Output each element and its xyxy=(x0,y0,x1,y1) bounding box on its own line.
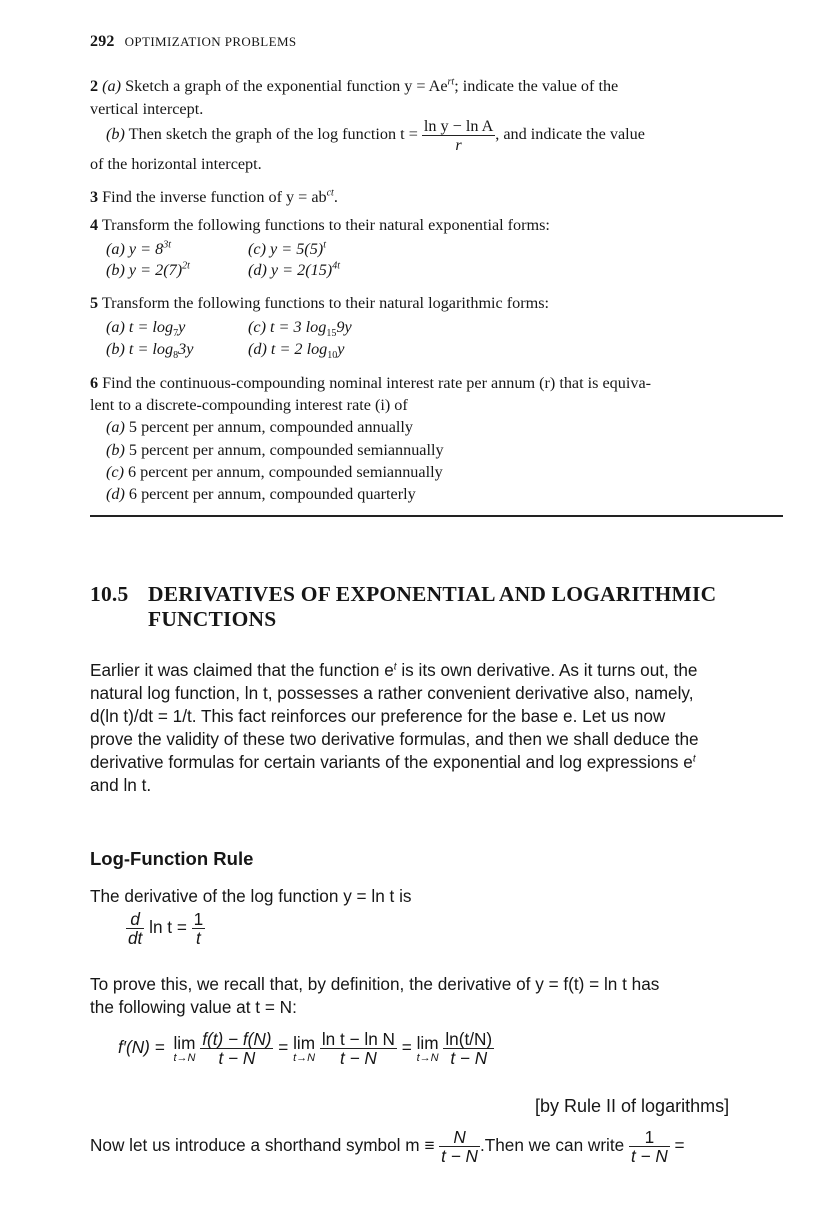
fraction-numerator: ln y − ln A xyxy=(423,117,494,135)
d-dt-fraction xyxy=(126,910,144,947)
formula: 3y xyxy=(178,340,194,358)
formula-text: f′(N) = xyxy=(118,1037,165,1058)
part-label: (d) xyxy=(106,485,125,503)
fraction-denominator: t − N xyxy=(630,1146,668,1166)
fraction-numerator: 1 xyxy=(193,909,204,929)
fraction-numerator: ln(t/N) xyxy=(445,1029,493,1049)
exercise-4 xyxy=(90,216,550,235)
running-header xyxy=(90,33,297,51)
fraction-numerator: 1 xyxy=(629,1128,670,1147)
lim-subscript: t→N xyxy=(416,1051,439,1064)
proof-line-2: the following value at t = N: xyxy=(90,997,297,1017)
lim-word: lim xyxy=(293,1032,316,1053)
intro-line-2 xyxy=(90,683,693,704)
exercise-text: Transform the following functions to their natural logarithmic forms: xyxy=(101,294,550,312)
intro-line-5 xyxy=(90,752,696,773)
exponent: t xyxy=(692,753,696,765)
rule-reference-note: [by Rule II of logarithms] xyxy=(535,1096,730,1116)
exponent: t xyxy=(393,661,397,673)
fraction-numerator: N xyxy=(439,1128,480,1147)
exercise-6 xyxy=(90,374,651,393)
exercise-text: 6 percent per annum, compounded semiannually xyxy=(128,463,443,481)
exercise-5 xyxy=(90,294,549,313)
log-base: 15 xyxy=(326,328,337,340)
exercise-5c xyxy=(248,318,352,340)
exercise-text: 5 percent per annum, compounded semiannually xyxy=(128,441,444,459)
paragraph-text: is its own derivative. As it turns out, the xyxy=(396,660,698,680)
fraction-denominator: t − N xyxy=(340,1048,377,1068)
limit-operator xyxy=(173,1034,195,1064)
exercise-3: 3 Find the inverse function of $y = ab^{ct}$. xyxy=(90,187,338,206)
intro-line-6 xyxy=(90,775,151,796)
fraction-denominator: r xyxy=(455,136,462,154)
running-title: OPTIMIZATION PROBLEMS xyxy=(124,34,297,49)
one-over-t-fraction xyxy=(192,910,206,947)
fraction-denominator: t − N xyxy=(441,1146,478,1166)
intro-line-4 xyxy=(90,729,699,750)
limit-equation xyxy=(118,1030,494,1067)
part-label: (d) xyxy=(248,261,267,279)
exercise-5a xyxy=(106,318,186,340)
lim-word: lim xyxy=(416,1032,439,1053)
exercise-text: 6 percent per annum, compounded quarterly xyxy=(128,485,416,503)
exercise-4c xyxy=(248,240,326,259)
fraction-denominator: dt xyxy=(128,928,143,948)
exercise-text: Sketch a graph of the exponential function y = Ae xyxy=(125,77,448,95)
formula: y = 2(7) xyxy=(128,261,183,279)
part-label: (b) xyxy=(106,261,125,279)
part-label: (c) xyxy=(248,240,266,258)
equals-sign: = xyxy=(401,1037,412,1058)
part-label: (b) xyxy=(106,125,125,144)
formula: t = 3 log xyxy=(270,318,327,336)
exercise-6c xyxy=(106,463,443,482)
part-label: (d) xyxy=(248,340,267,358)
exponent: rt xyxy=(447,76,455,88)
exercise-text: 5 percent per annum, compounded annually xyxy=(128,418,414,436)
section-heading xyxy=(90,582,716,607)
formula-text: ln t = xyxy=(149,917,187,938)
part-label: (c) xyxy=(248,318,266,336)
paragraph-text: Earlier it was claimed that the function e xyxy=(90,660,394,680)
fraction-denominator: t xyxy=(196,928,201,948)
exercise-number: 6 xyxy=(90,374,99,392)
exercise-number: 2 xyxy=(90,77,99,95)
exercise-number: 4 xyxy=(90,216,99,234)
log-base: 8 xyxy=(173,350,179,362)
reciprocal-fraction xyxy=(629,1128,670,1165)
exercise-text: Find the inverse function of y = ab xyxy=(102,188,327,206)
fraction-denominator: t − N xyxy=(218,1048,256,1068)
exercise-number: 5 xyxy=(90,294,99,312)
derivative-formula xyxy=(126,910,205,947)
limit-operator xyxy=(293,1034,315,1064)
log-ratio-quotient xyxy=(443,1030,494,1067)
exercise-text: Then sketch the graph of the log function t = xyxy=(128,125,418,144)
part-label: (a) xyxy=(106,318,125,336)
paragraph-text: and ln t. xyxy=(90,775,152,795)
proof-line-1: To prove this, we recall that, by definition, the derivative of y = f(t) = ln t has xyxy=(90,974,660,994)
exercise-number: 3 xyxy=(90,188,99,206)
log-base: 10 xyxy=(327,350,338,362)
exercise-6b xyxy=(106,441,444,460)
exercise-4a xyxy=(106,240,171,259)
paragraph-text: prove the validity of these two derivative formulas, and then we shall deduce the xyxy=(90,729,699,749)
fraction-numerator: f(t) − f(N) xyxy=(202,1029,272,1049)
exercise-text: ; indicate the value of the xyxy=(454,77,619,95)
formula: y xyxy=(178,318,186,336)
exercise-2a xyxy=(90,77,618,96)
section-divider xyxy=(90,515,783,517)
exponent: 2t xyxy=(182,260,190,272)
exercise-4b xyxy=(106,261,190,280)
exercise-5d xyxy=(248,340,345,362)
paragraph-text: Now let us introduce a shorthand symbol m ≡ xyxy=(90,1135,435,1156)
equals-sign: = xyxy=(674,1135,685,1156)
part-label: (a) xyxy=(102,77,122,95)
exponent: 3t xyxy=(163,239,171,251)
paragraph-text: d(ln t)/dt = 1/t. This fact reinforces our preference for the base e. Let us now xyxy=(90,706,666,726)
m-fraction xyxy=(439,1128,480,1165)
exponent: t xyxy=(323,239,326,251)
intro-line-3 xyxy=(90,706,665,727)
exponent: 4t xyxy=(332,260,340,272)
part-label: (c) xyxy=(106,463,124,481)
formula: y = 2(15) xyxy=(270,261,333,279)
exponent: ct xyxy=(326,187,334,199)
exercise-2b-line2 xyxy=(90,155,262,174)
part-label: (b) xyxy=(106,441,125,459)
lim-subscript: t→N xyxy=(293,1051,316,1064)
section-heading-line2 xyxy=(148,607,276,632)
fraction-numerator: d xyxy=(126,910,144,929)
lim-word: lim xyxy=(173,1032,196,1053)
exercise-5b xyxy=(106,340,194,362)
exercise-2b xyxy=(106,117,645,154)
section-title: FUNCTIONS xyxy=(148,607,277,631)
section-number: 10.5 xyxy=(90,582,129,606)
difference-quotient xyxy=(200,1030,273,1067)
log-difference-quotient xyxy=(320,1030,397,1067)
shorthand-line xyxy=(90,1128,685,1165)
subsection-heading: Log-Function Rule xyxy=(90,848,254,869)
formula: t = log xyxy=(128,318,174,336)
exercise-text: , and indicate the value xyxy=(495,125,645,144)
log-base: 7 xyxy=(173,328,179,340)
page-number: 292 xyxy=(90,33,115,50)
intro-line-1 xyxy=(90,660,698,681)
formula: t = log xyxy=(128,340,174,358)
log-fraction xyxy=(422,117,495,154)
paragraph-text: derivative formulas for certain variants of the exponential and log expressions e xyxy=(90,752,693,772)
exercise-text: Transform the following functions to their natural exponential forms: xyxy=(101,216,550,234)
paragraph-text: .Then we can write xyxy=(479,1135,625,1156)
exercise-text: of the horizontal intercept. xyxy=(90,155,262,173)
exercise-text: Find the continuous-compounding nominal interest rate per annum (r) that is equiva- xyxy=(102,374,652,392)
rule-statement: The derivative of the log function y = ln t is xyxy=(90,886,412,906)
paragraph-text: natural log function, ln t, possesses a rather convenient derivative also, namely, xyxy=(90,683,694,703)
part-label: (b) xyxy=(106,340,125,358)
lim-subscript: t→N xyxy=(173,1051,196,1064)
exercise-4d xyxy=(248,261,340,280)
exercise-6-line2 xyxy=(90,396,408,415)
formula: y xyxy=(337,340,345,358)
limit-operator xyxy=(417,1034,439,1064)
equals-sign: = xyxy=(278,1037,289,1058)
exercise-6a xyxy=(106,418,413,437)
formula: y = 8 xyxy=(128,240,164,258)
fraction-denominator: t − N xyxy=(450,1048,488,1068)
exercise-text: lent to a discrete-compounding interest rate (i) of xyxy=(90,396,408,414)
section-title: DERIVATIVES OF EXPONENTIAL AND LOGARITHMIC xyxy=(148,582,717,606)
formula: t = 2 log xyxy=(270,340,328,358)
part-label: (a) xyxy=(106,240,125,258)
formula: 9y xyxy=(336,318,352,336)
part-label: (a) xyxy=(106,418,125,436)
formula: y = 5(5) xyxy=(270,240,324,258)
exercise-text: vertical intercept. xyxy=(90,100,204,118)
exercise-6d xyxy=(106,485,416,504)
fraction-numerator: ln t − ln N xyxy=(321,1029,395,1049)
